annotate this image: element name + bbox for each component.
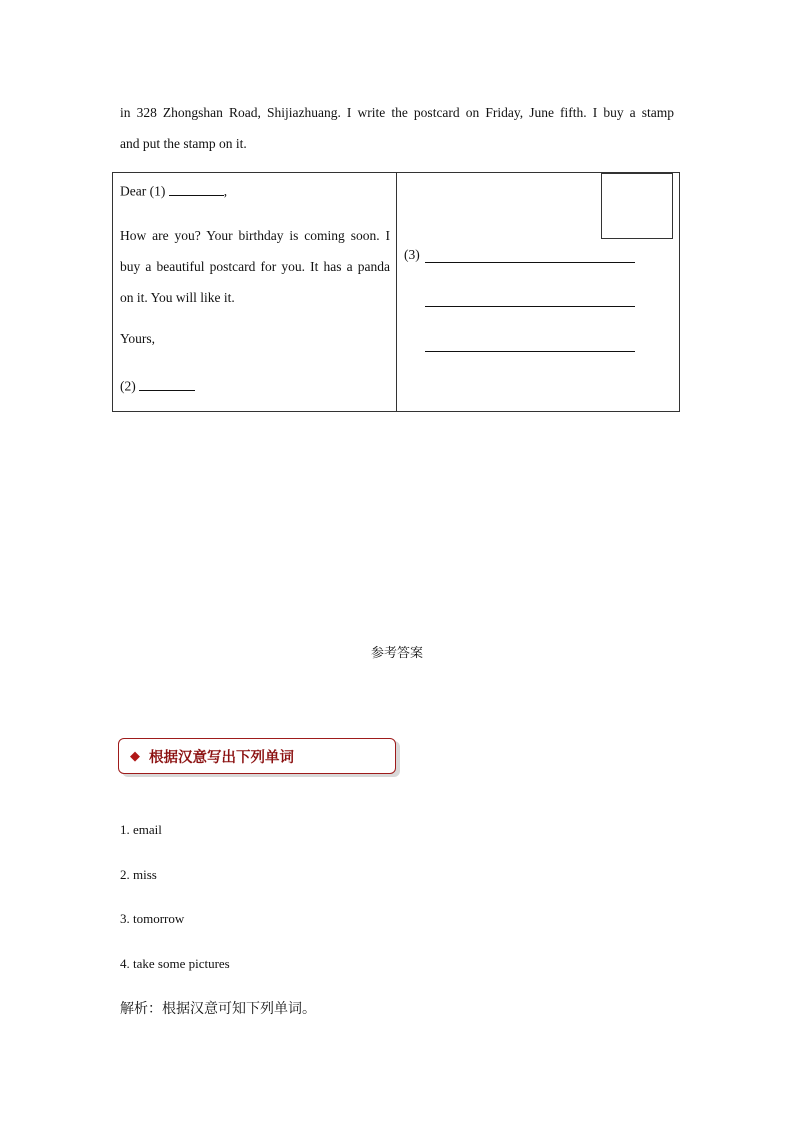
address-line-2[interactable] bbox=[425, 306, 635, 307]
answers-heading: 参考答案 bbox=[370, 646, 423, 661]
intro-line-2: and put the stamp on it. bbox=[120, 136, 247, 151]
greeting-prefix: Dear (1) bbox=[120, 183, 169, 199]
postcard-template bbox=[112, 172, 680, 412]
address-line-1[interactable] bbox=[425, 262, 635, 263]
signature-line bbox=[120, 376, 195, 395]
diamond-icon: ◆ bbox=[130, 748, 140, 764]
greeting-suffix: , bbox=[223, 183, 228, 199]
section-title: 根据汉意写出下列单词 bbox=[149, 749, 294, 766]
answer-item: 1. email bbox=[120, 822, 162, 837]
blank-2[interactable] bbox=[139, 376, 195, 391]
section-banner bbox=[118, 738, 396, 774]
stamp-box bbox=[601, 173, 673, 239]
blank-1[interactable] bbox=[169, 181, 224, 196]
postcard-divider bbox=[396, 173, 397, 411]
greeting-line bbox=[120, 181, 227, 200]
intro-line-1: in 328 Zhongshan Road, Shijiazhuang. I write the postcard on Friday, June fifth. I buy a stamp bbox=[120, 105, 674, 120]
address-line-3[interactable] bbox=[425, 351, 635, 352]
signature-label: (2) bbox=[120, 378, 140, 394]
closing: Yours, bbox=[120, 331, 156, 346]
answer-item: 2. miss bbox=[120, 867, 157, 882]
intro-paragraph bbox=[120, 97, 674, 159]
analysis-text: 解析：根据汉意可知下列单词。 bbox=[120, 1001, 316, 1017]
address-label: (3) bbox=[404, 247, 420, 262]
answer-item: 3. tomorrow bbox=[120, 911, 185, 926]
message-body: How are you? Your birthday is coming soon. I buy a beautiful postcard for you. It has a panda on it. You will like it. bbox=[120, 228, 390, 305]
answer-item: 4. take some pictures bbox=[120, 956, 230, 971]
